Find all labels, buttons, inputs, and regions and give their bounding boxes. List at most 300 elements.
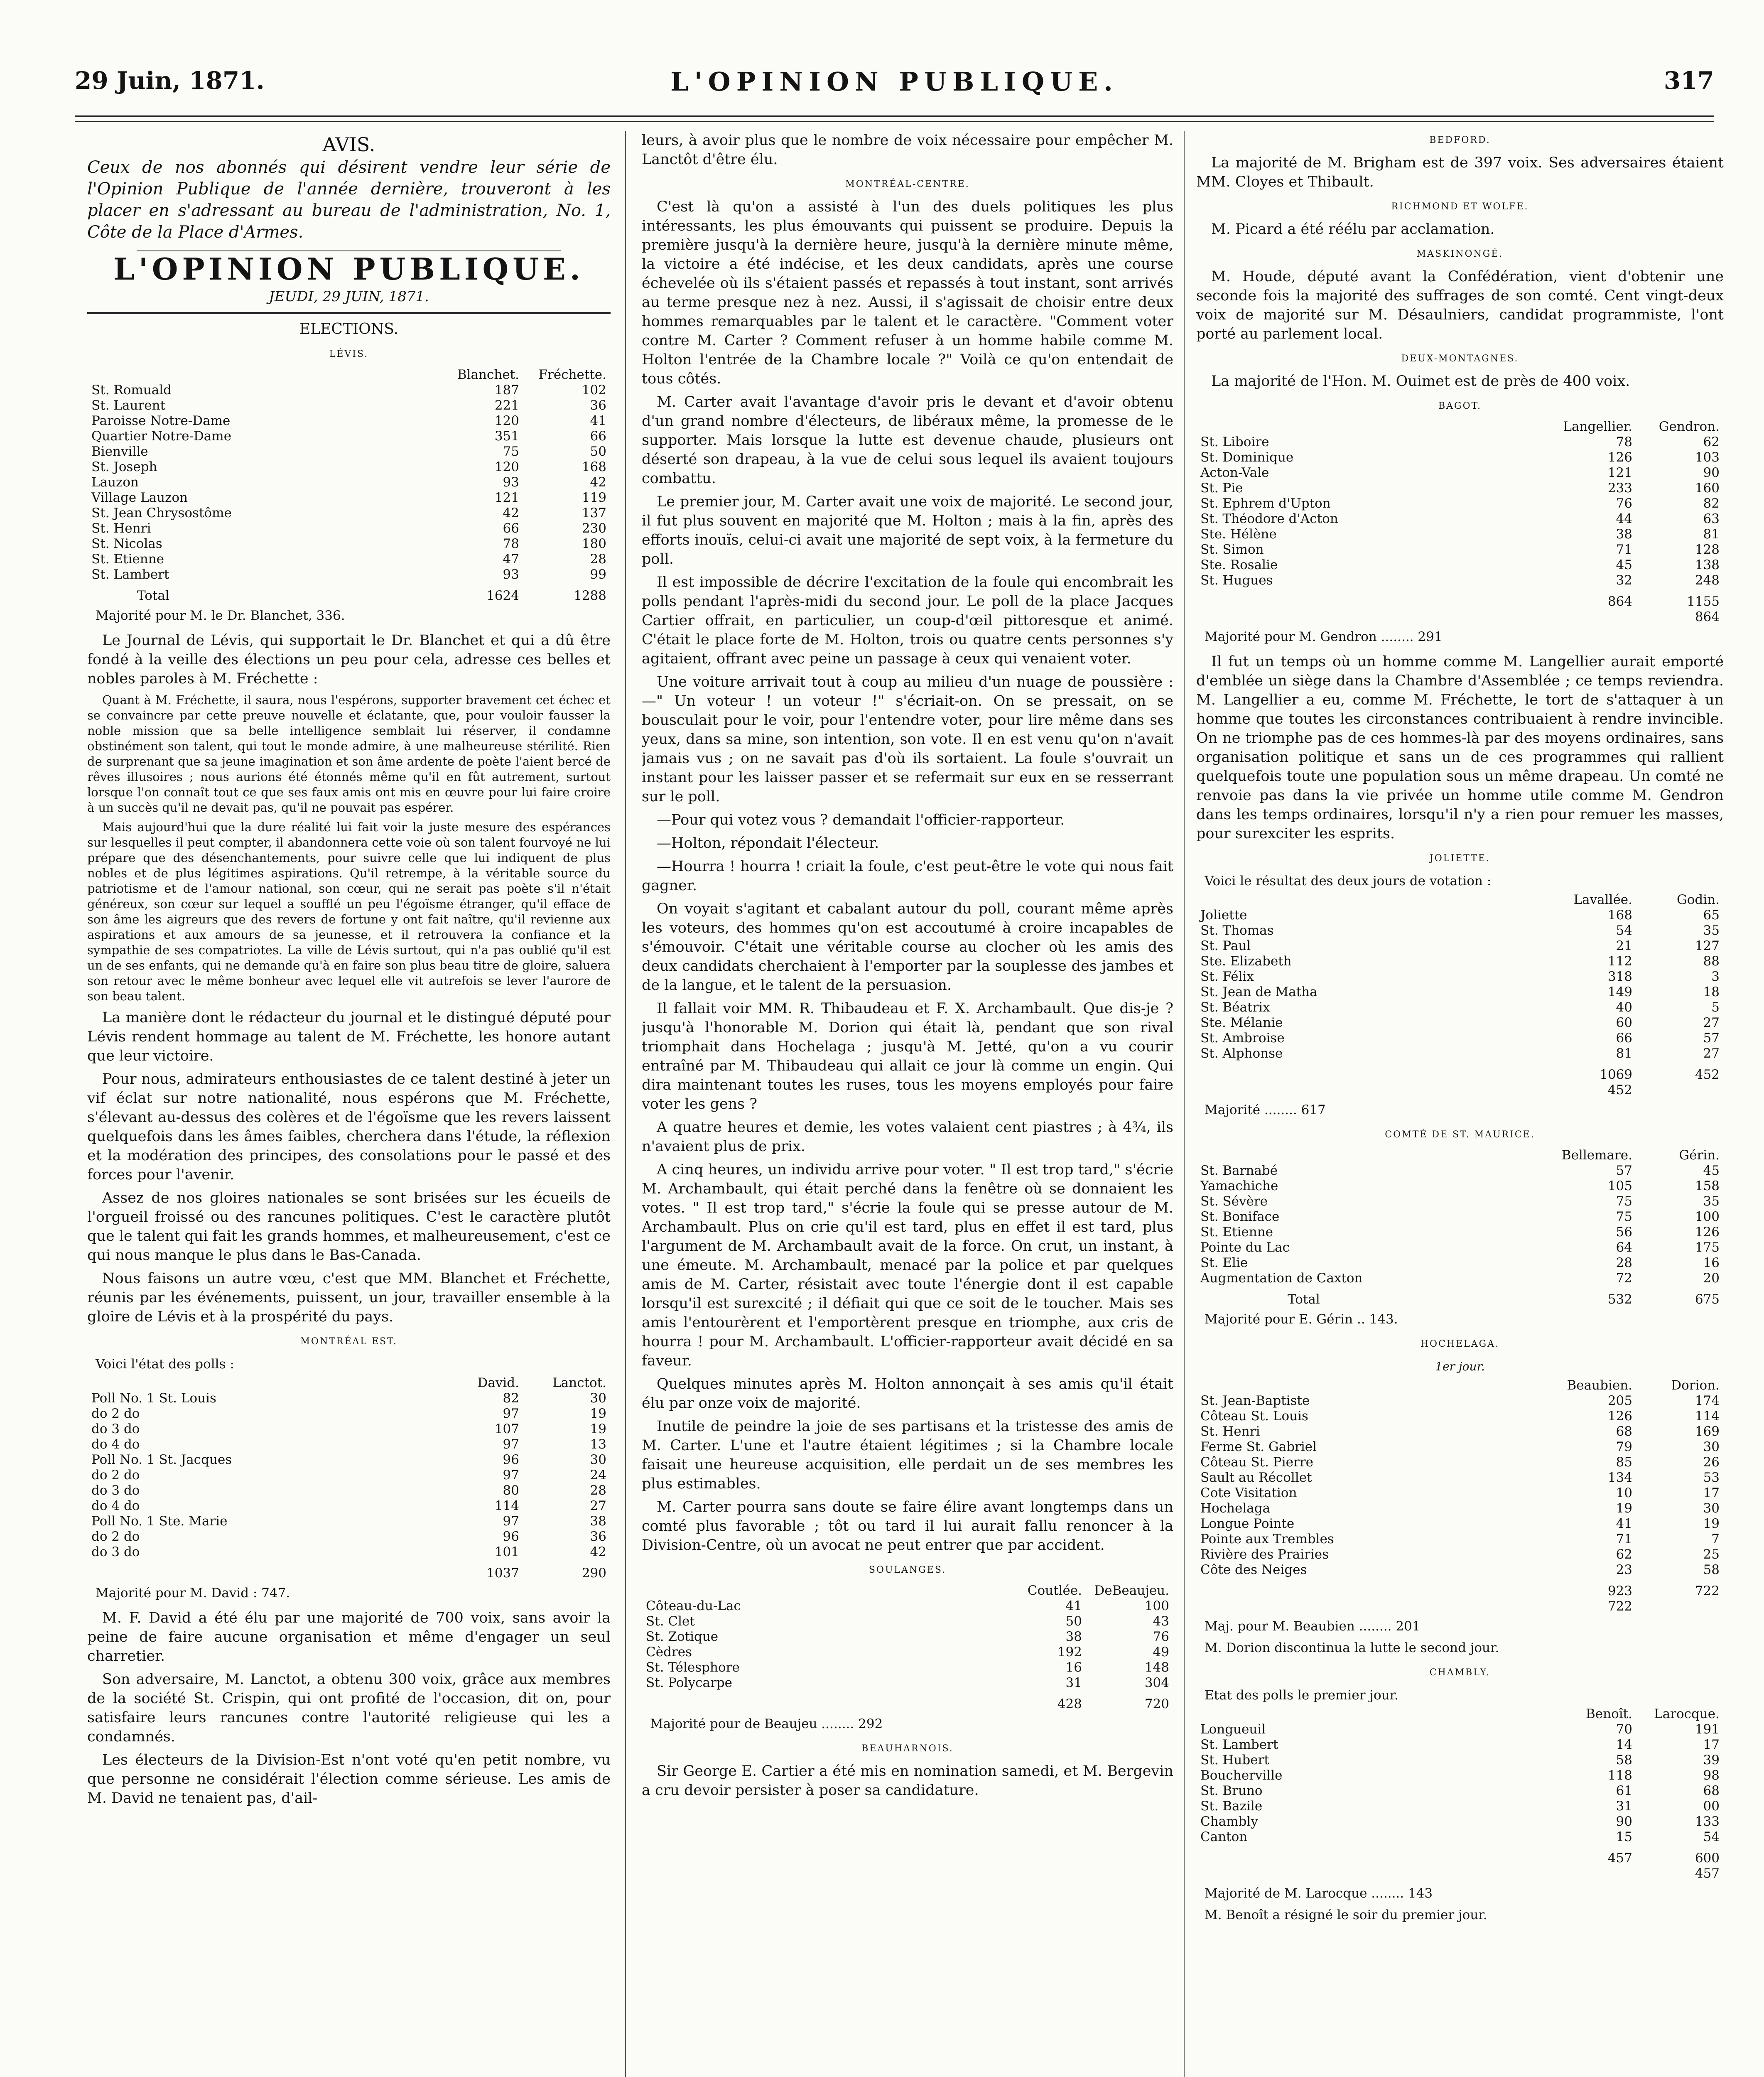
- table-header: Dorion.: [1671, 1378, 1720, 1393]
- table-row: [1196, 496, 1724, 511]
- table-row: [1196, 1194, 1724, 1209]
- row-value: 192: [1057, 1645, 1082, 1660]
- row-label: Ferme St. Gabriel: [1200, 1439, 1317, 1454]
- row-value: 32: [1616, 573, 1632, 588]
- row-value: 79: [1616, 1439, 1632, 1454]
- row-value: 160: [1695, 481, 1720, 496]
- row-label: do 2 do: [91, 1529, 140, 1544]
- row-value: 82: [503, 1391, 519, 1406]
- county-title-chambly: CHAMBLY.: [1429, 1667, 1491, 1678]
- results-table-bagot: [1196, 419, 1724, 625]
- row-value: 76: [1153, 1629, 1169, 1644]
- total-value: 1069: [1600, 1067, 1632, 1082]
- row-value: 71: [1616, 1532, 1632, 1547]
- table-row: [87, 413, 611, 429]
- row-value: 70: [1616, 1722, 1632, 1737]
- row-label: Augmentation de Caxton: [1200, 1271, 1363, 1286]
- results-table-soulanges: [642, 1583, 1173, 1712]
- table-row: [1196, 1000, 1724, 1015]
- table-row: [1196, 573, 1724, 588]
- row-value: 114: [1695, 1409, 1720, 1424]
- row-label: do 3 do: [91, 1421, 140, 1436]
- row-value: 31: [1616, 1799, 1632, 1814]
- paragraph: M. Carter pourra sans doute se faire élire avant longtemps dans un comté plus favorable ; tôt ou tard il lui aurait fallu renoncer à la Division-Centre, où un avocat ne peut entrer que par accident.: [642, 1499, 1173, 1554]
- majority-note: Majorité de M. Larocque ........ 143: [1205, 1886, 1433, 1901]
- table-row: [1196, 1046, 1724, 1061]
- table-row: [1196, 1799, 1724, 1814]
- row-value: 304: [1144, 1675, 1169, 1690]
- row-label: St. Romuald: [91, 383, 172, 398]
- table-row: [1196, 1271, 1724, 1286]
- row-value: 53: [1703, 1470, 1720, 1485]
- row-value: 64: [1616, 1240, 1632, 1255]
- row-label: St. Hugues: [1200, 573, 1273, 588]
- row-label: St. Ambroise: [1200, 1031, 1285, 1046]
- row-value: 42: [590, 1544, 606, 1559]
- row-label: Poll No. 1 St. Jacques: [91, 1452, 232, 1467]
- table-row: [1196, 1455, 1724, 1470]
- table-row: [642, 1675, 1173, 1691]
- row-label: St. Jean-Baptiste: [1200, 1393, 1310, 1408]
- row-value: 35: [1703, 1194, 1720, 1209]
- table-row: [1196, 1240, 1724, 1255]
- paragraph: On voyait s'agitant et cabalant autour du poll, courant même après les voteurs, des hommes qu'on est accoutumé à croire incapables de s'émouvoir. C'était une véritable course au clocher où les amis des deux candidats cherchaient à l'emporter par la souplesse des jambes et de la langue, et le talent de la persuasion.: [642, 901, 1173, 994]
- row-label: do 3 do: [91, 1483, 140, 1498]
- paragraph: Sir George E. Cartier a été mis en nomination samedi, et M. Bergevin a cru devoir persister à poser sa candidature.: [642, 1763, 1173, 1799]
- table-header: Larocque.: [1654, 1706, 1720, 1721]
- majority-note: Majorité pour E. Gérin .. 143.: [1205, 1312, 1398, 1327]
- row-value: 45: [1703, 1163, 1720, 1178]
- row-value: 127: [1695, 938, 1720, 953]
- row-value: 47: [503, 552, 519, 567]
- total-row: [1196, 609, 1724, 625]
- table-row: [87, 1406, 611, 1421]
- row-label: Cèdres: [646, 1645, 692, 1660]
- row-value: 180: [581, 536, 606, 551]
- row-value: 38: [1616, 527, 1632, 542]
- row-value: 138: [1695, 557, 1720, 572]
- total-row: [1196, 588, 1724, 609]
- row-value: 42: [590, 475, 606, 490]
- row-label: St. Elie: [1200, 1255, 1248, 1270]
- table-row: [1196, 527, 1724, 542]
- section-title: ELECTIONS.: [299, 321, 399, 338]
- row-value: 60: [1616, 1015, 1632, 1030]
- row-label: Chambly: [1200, 1814, 1258, 1829]
- row-value: 233: [1607, 481, 1632, 496]
- results-table-chambly: [1196, 1706, 1724, 1881]
- row-value: 66: [590, 429, 606, 444]
- row-value: 230: [581, 521, 606, 536]
- table-header: David.: [477, 1375, 519, 1390]
- row-value: 66: [503, 521, 519, 536]
- paragraph: Quelques minutes après M. Holton annonçait à ses amis qu'il était élu par onze voix de majorité.: [642, 1376, 1173, 1412]
- row-label: St. Télesphore: [646, 1660, 740, 1675]
- row-value: 27: [1703, 1015, 1720, 1030]
- row-value: 81: [1703, 527, 1720, 542]
- total-value: 452: [1607, 1083, 1632, 1097]
- paragraph: La majorité de M. Brigham est de 397 voix. Ses adversaires étaient MM. Cloyes et Thibault.: [1196, 155, 1724, 190]
- column-2: [642, 131, 1173, 2077]
- masthead: L'OPINION PUBLIQUE.: [113, 251, 584, 287]
- table-row: [1196, 1439, 1724, 1455]
- row-label: Joliette: [1200, 908, 1247, 923]
- avis-body: Ceux de nos abonnés qui désirent vendre leur série de l'Opinion Publique de l'année dernière, trouveront à les placer en s'adressant au bureau de l'administration, No. 1, Côte de la Place d'Armes.: [87, 158, 611, 242]
- total-row: [1196, 1845, 1724, 1866]
- paragraph: Le premier jour, M. Carter avait une voix de majorité. Le second jour, il fut plus souvent en majorité que M. Holton ; mais à la fin, après des efforts inouïs, celui-ci avait une majorité de sept voix, à la fermeture du poll.: [642, 493, 1173, 567]
- dateline: JEUDI, 29 JUIN, 1871.: [269, 288, 429, 305]
- row-label: do 4 do: [91, 1498, 140, 1513]
- table-row: [87, 1498, 611, 1514]
- table-header: Coutlée.: [1027, 1583, 1082, 1598]
- row-value: 75: [1616, 1209, 1632, 1224]
- table-row: [1196, 557, 1724, 573]
- divider: [87, 312, 611, 314]
- paragraph: Le Journal de Lévis, qui supportait le Dr. Blanchet et qui a dû être fondé à la veille des élections un peu pour cela, adresse ces belles et nobles paroles à M. Fréchette :: [87, 632, 611, 687]
- table-row: [1196, 1255, 1724, 1271]
- row-value: 71: [1616, 542, 1632, 557]
- paragraph: leurs, à avoir plus que le nombre de voix nécessaire pour empêcher M. Lanctôt d'être élu.: [642, 132, 1173, 168]
- row-value: 137: [581, 506, 606, 520]
- paragraph: Une voiture arrivait tout à coup au milieu d'un nuage de poussière :—" Un voteur ! un voteur !" s'écriait-on. On se pressait, on se bousculait pour le voir, pour l'entendre voter, pour lire même dans ses yeux, dans sa mine, son intention, son vote. Il en est venu qu'on n'avait jamais vus ; on ne savait pas d'où ils sortaient. La foule s'ouvrait un instant pour les laisser passer et se refermait sur eux en se resserrant sur le poll.: [642, 674, 1173, 805]
- row-value: 30: [590, 1391, 606, 1406]
- row-value: 41: [1616, 1516, 1632, 1531]
- page-header: [75, 66, 1714, 112]
- table-header: Fréchette.: [538, 367, 606, 382]
- row-label: St. Bazile: [1200, 1799, 1263, 1814]
- row-label: St. Lambert: [1200, 1737, 1278, 1752]
- row-value: 13: [590, 1437, 606, 1452]
- row-label: Ste. Elizabeth: [1200, 954, 1292, 969]
- row-value: 187: [494, 383, 519, 398]
- table-header: Beaubien.: [1567, 1378, 1632, 1393]
- row-label: Pointe aux Trembles: [1200, 1532, 1334, 1547]
- table-row: [87, 536, 611, 552]
- row-value: 99: [590, 567, 606, 582]
- table-row: [87, 521, 611, 536]
- row-value: 20: [1703, 1271, 1720, 1286]
- table-row: [1196, 1829, 1724, 1845]
- row-value: 169: [1695, 1424, 1720, 1439]
- row-value: 88: [1703, 954, 1720, 969]
- table-row: [87, 552, 611, 567]
- row-value: 205: [1607, 1393, 1632, 1408]
- paragraph: A cinq heures, un individu arrive pour voter. " Il est trop tard," s'écrie M. Archambault, qui était perché dans la fenêtre où se donnaient les votes. " Il est trop tard," s'écrie la foule qui se presse autour de M. Archambault. Plus on crie qu'il est tard, plus en effet il est tard, plus l'argument de M. Archambault avait de la force. On crut, un instant, à une émeute. M. Archambault, menacé par la police et par quelques amis de M. Carter, résistait avec toute l'énergie dont il est capable lorsqu'il est surexcité ; il défiait qui que ce soit de le toucher. Mais ses amis l'entourèrent et l'emportèrent presque en triomphe, aux cris de hourra ! pour M. Archambault. L'officier-rapporteur avait décidé en sa faveur.: [642, 1161, 1173, 1369]
- row-label: St. Paul: [1200, 938, 1251, 953]
- row-value: 39: [1703, 1753, 1720, 1768]
- row-value: 41: [1065, 1598, 1082, 1613]
- row-value: 97: [503, 1406, 519, 1421]
- total-row: [1196, 1578, 1724, 1599]
- total-value: 722: [1607, 1599, 1632, 1614]
- county-title-montreal-est: MONTRÉAL EST.: [300, 1336, 397, 1347]
- row-value: 62: [1616, 1547, 1632, 1562]
- row-value: 54: [1616, 923, 1632, 938]
- row-value: 23: [1616, 1562, 1632, 1577]
- row-value: 97: [503, 1514, 519, 1529]
- row-value: 66: [1616, 1031, 1632, 1046]
- row-value: 248: [1695, 573, 1720, 588]
- row-value: 30: [1703, 1439, 1720, 1454]
- row-label: St. Etienne: [91, 552, 164, 567]
- total-value: 290: [581, 1566, 606, 1581]
- row-value: 126: [1607, 450, 1632, 465]
- row-label: Ste. Mélanie: [1200, 1015, 1283, 1030]
- column-1: [87, 131, 611, 2077]
- county-title-deux-montagnes: DEUX-MONTAGNES.: [1401, 354, 1519, 364]
- table-row: [87, 490, 611, 506]
- row-label: St. Laurent: [91, 398, 166, 413]
- row-value: 58: [1616, 1753, 1632, 1768]
- row-value: 18: [1703, 984, 1720, 999]
- row-value: 36: [590, 398, 606, 413]
- row-value: 19: [1616, 1501, 1632, 1516]
- table-row: [1196, 1485, 1724, 1501]
- paragraph: Il fut un temps où un homme comme M. Langellier aurait emporté d'emblée un siège dans la Chambre d'Assemblée ; ce temps reviendra. M. Langellier a eu, comme M. Fréchette, le tort de s'attaquer à un homme que toutes les circonstances contribuaient à rendre invincible. On ne triomphe pas de ces hommes-là par des moyens ordinaires, sans organisation politique et sans un de ces programmes qui rallient quelquefois toute une population sous un même drapeau. Un comté ne renvoie pas dans la vie privée un homme utile comme M. Gendron dans les temps ordinaires, lorsqu'il n'y a rien pour remuer les masses, pour surexciter les esprits.: [1196, 653, 1724, 842]
- table-row: [1196, 1737, 1724, 1753]
- table-row: [642, 1614, 1173, 1629]
- row-value: 24: [590, 1468, 606, 1483]
- table-row: [1196, 542, 1724, 557]
- table-intro: Etat des polls le premier jour.: [1205, 1688, 1398, 1703]
- header-title: L'OPINION PUBLIQUE.: [670, 66, 1119, 97]
- county-title-maskinonge: MASKINONGÉ.: [1416, 249, 1504, 259]
- row-value: 49: [1153, 1645, 1169, 1660]
- row-value: 107: [494, 1421, 519, 1436]
- row-value: 351: [494, 429, 519, 444]
- row-value: 44: [1616, 511, 1632, 526]
- row-label: St. Pie: [1200, 481, 1243, 496]
- row-value: 15: [1616, 1829, 1632, 1844]
- table-row: [1196, 511, 1724, 527]
- row-label: Yamachiche: [1200, 1178, 1278, 1193]
- row-value: 27: [1703, 1046, 1720, 1061]
- county-title-richmond: RICHMOND ET WOLFE.: [1391, 201, 1529, 212]
- majority-note: Majorité pour M. David : 747.: [96, 1586, 290, 1601]
- row-value: 30: [1703, 1501, 1720, 1516]
- total-value: 428: [1057, 1696, 1082, 1711]
- row-label: St. Nicolas: [91, 536, 162, 551]
- row-value: 100: [1144, 1598, 1169, 1613]
- row-value: 98: [1703, 1768, 1720, 1783]
- total-value: 1288: [574, 588, 606, 603]
- total-value: 675: [1695, 1292, 1720, 1307]
- row-value: 28: [590, 1483, 606, 1498]
- row-value: 57: [1703, 1031, 1720, 1046]
- row-value: 105: [1607, 1178, 1632, 1193]
- row-label: Pointe du Lac: [1200, 1240, 1290, 1255]
- total-value: 457: [1695, 1866, 1720, 1881]
- total-row: [1196, 1866, 1724, 1881]
- column-divider: [1184, 131, 1185, 2077]
- row-value: 68: [1703, 1783, 1720, 1798]
- row-value: 149: [1607, 984, 1632, 999]
- row-value: 175: [1695, 1240, 1720, 1255]
- paragraph: M. Picard a été réélu par acclamation.: [1211, 221, 1495, 238]
- row-value: 50: [590, 444, 606, 459]
- table-row: [87, 1421, 611, 1437]
- table-row: [1196, 984, 1724, 1000]
- table-header: Gendron.: [1659, 419, 1720, 434]
- table-row: [1196, 938, 1724, 954]
- table-row: [1196, 1722, 1724, 1737]
- paragraph: —Hourra ! hourra ! criait la foule, c'est peut-être le vote qui nous fait gagner.: [642, 858, 1173, 894]
- table-row: [1196, 1532, 1724, 1547]
- quotation: Quant à M. Fréchette, il saura, nous l'espérons, supporter bravement cet échec et se convaincre par cette preuve nouvelle et éclatante, que, pour vouloir fausser la noble mission que sa belle intelligence semblait lui réserver, il condamne obstinément son talent, qui tout le monde admire, à une malheureuse stérilité. Rien de surprenant que sa jeune imagination et son âme ardente de poète l'aient bercé de rêves illusoires ; nous aurions été étonnés même qu'il en fût autrement, surtout lorsque l'on connaît tout ce que ses faux amis ont mis en œuvre pour lui faire croire à un succès qu'il ne devait pas, qu'il ne pouvait pas espérer.: [87, 693, 611, 815]
- row-label: Longueuil: [1200, 1722, 1266, 1737]
- row-label: St. Alphonse: [1200, 1046, 1283, 1061]
- row-value: 96: [503, 1529, 519, 1544]
- table-row: [1196, 908, 1724, 923]
- row-label: St. Thomas: [1200, 923, 1274, 938]
- row-label: St. Dominique: [1200, 450, 1294, 465]
- row-label: St. Barnabé: [1200, 1163, 1278, 1178]
- row-label: do 2 do: [91, 1468, 140, 1483]
- row-value: 75: [503, 444, 519, 459]
- row-value: 65: [1703, 908, 1720, 923]
- row-value: 17: [1703, 1485, 1720, 1500]
- row-value: 31: [1065, 1675, 1082, 1690]
- table-row: [87, 1483, 611, 1498]
- table-header: DeBeaujeu.: [1094, 1583, 1169, 1598]
- table-row: [87, 567, 611, 582]
- row-value: 75: [1616, 1194, 1632, 1209]
- row-value: 97: [503, 1437, 519, 1452]
- total-label: Total: [1288, 1292, 1320, 1307]
- row-value: 27: [590, 1498, 606, 1513]
- table-row: [87, 444, 611, 459]
- row-value: 118: [1607, 1768, 1632, 1783]
- table-row: [1196, 1163, 1724, 1178]
- table-row: [642, 1660, 1173, 1675]
- row-value: 102: [581, 383, 606, 398]
- row-value: 5: [1711, 1000, 1720, 1015]
- total-value: 532: [1607, 1292, 1632, 1307]
- row-value: 42: [503, 506, 519, 520]
- column-3: [1196, 131, 1724, 2077]
- total-row: [1196, 1599, 1724, 1614]
- county-title-montreal-centre: MONTRÉAL-CENTRE.: [845, 179, 970, 189]
- header-rule-thin: [75, 121, 1714, 122]
- results-table-hochelaga: [1196, 1378, 1724, 1614]
- row-label: St. Jean de Matha: [1200, 984, 1317, 999]
- county-title-hochelaga: HOCHELAGA.: [1420, 1339, 1500, 1349]
- paragraph: La majorité de l'Hon. M. Ouimet est de près de 400 voix.: [1211, 373, 1630, 390]
- table-header: Langellier.: [1563, 419, 1632, 434]
- row-value: 90: [1616, 1814, 1632, 1829]
- row-value: 174: [1695, 1393, 1720, 1408]
- row-value: 100: [1695, 1209, 1720, 1224]
- row-label: St. Joseph: [91, 459, 157, 474]
- row-value: 3: [1711, 969, 1720, 984]
- table-subtitle: 1er jour.: [1435, 1360, 1485, 1373]
- table-header: Gérin.: [1679, 1148, 1720, 1163]
- row-value: 36: [590, 1529, 606, 1544]
- quotation: Mais aujourd'hui que la dure réalité lui fait voir la juste mesure des espérances sur lesquelles il peut compter, il abandonnera cette voie où son talent fourvoyé ne lui prépare que des désenchantements, pour suivre celle que lui indiquent de plus nobles et de plus légitimes aspirations. Qu'il retrempe, à la véritable source du patriotisme et de l'amour national, son cœur, qui ne serait pas poète s'il n'était généreux, son cœur sur lequel a soufflé un peu l'égoïsme étranger, qu'il efface de son âme les aigreurs que des revers de fortune y ont fait naître, qu'il revienne aux aspirations et aux amours de sa jeunesse, et il retrouvera la confiance et la sympathie de ses compatriotes. La ville de Lévis surtout, qui n'a pas oublié qu'il est un de ses enfants, qui ne demande qu'à en faire son plus beau titre de gloire, saluera son retour avec le même bonheur avec lequel elle vit autrefois se lever l'aurore de son beau talent.: [87, 820, 611, 1003]
- row-value: 38: [590, 1514, 606, 1529]
- row-label: Canton: [1200, 1829, 1248, 1844]
- table-row: [1196, 1753, 1724, 1768]
- row-label: Longue Pointe: [1200, 1516, 1295, 1531]
- table-row: [1196, 1209, 1724, 1225]
- row-value: 112: [1607, 954, 1632, 969]
- table-row: [1196, 1409, 1724, 1424]
- row-value: 40: [1616, 1000, 1632, 1015]
- county-title-bedford: BEDFORD.: [1429, 135, 1491, 145]
- paragraph: Nous faisons un autre vœu, c'est que MM. Blanchet et Fréchette, réunis par les événements, puissent, un jour, travailler ensemble à la gloire de Lévis et à la prospérité du pays.: [87, 1270, 611, 1325]
- row-value: 191: [1695, 1722, 1720, 1737]
- header-rule: [75, 115, 1714, 117]
- table-row: [1196, 1015, 1724, 1031]
- total-row: [1196, 1083, 1724, 1098]
- row-label: Ste. Hélène: [1200, 527, 1277, 542]
- total-value: 457: [1607, 1851, 1632, 1866]
- table-row: [87, 506, 611, 521]
- row-value: 72: [1616, 1271, 1632, 1286]
- row-value: 168: [1607, 908, 1632, 923]
- row-label: Poll No. 1 Ste. Marie: [91, 1514, 228, 1529]
- paragraph: —Pour qui votez vous ? demandait l'officier-rapporteur.: [657, 812, 1065, 828]
- row-value: 121: [1607, 465, 1632, 480]
- table-row: [87, 429, 611, 444]
- table-row: [1196, 1225, 1724, 1240]
- table-row: [1196, 481, 1724, 496]
- row-label: St. Henri: [91, 521, 151, 536]
- table-row: [642, 1645, 1173, 1660]
- table-row: [87, 1529, 611, 1544]
- row-value: 17: [1703, 1737, 1720, 1752]
- table-row: [87, 475, 611, 490]
- row-label: Quartier Notre-Dame: [91, 429, 232, 444]
- paragraph: A quatre heures et demie, les votes valaient cent piastres ; à 4¾, ils n'avaient plus de prix.: [642, 1119, 1173, 1155]
- row-value: 93: [503, 475, 519, 490]
- county-title-beauharnois: BEAUHARNOIS.: [861, 1743, 954, 1754]
- row-label: St. Lambert: [91, 567, 169, 582]
- table-row: [1196, 954, 1724, 969]
- row-value: 10: [1616, 1485, 1632, 1500]
- table-row: [1196, 1562, 1724, 1578]
- row-value: 54: [1703, 1829, 1720, 1844]
- row-label: St. Liboire: [1200, 435, 1269, 449]
- table-row: [87, 383, 611, 398]
- total-row: [87, 582, 611, 604]
- row-value: 19: [590, 1421, 606, 1436]
- table-header: Bellemare.: [1561, 1148, 1632, 1163]
- row-label: Cote Visitation: [1200, 1485, 1297, 1500]
- row-label: St. Béatrix: [1200, 1000, 1270, 1015]
- row-value: 90: [1703, 465, 1720, 480]
- county-title-soulanges: SOULANGES.: [869, 1565, 947, 1575]
- results-table-levis: [87, 367, 611, 604]
- row-value: 133: [1695, 1814, 1720, 1829]
- row-value: 128: [1695, 542, 1720, 557]
- row-value: 81: [1616, 1046, 1632, 1061]
- table-row: [1196, 1424, 1724, 1439]
- row-value: 318: [1607, 969, 1632, 984]
- row-value: 21: [1616, 938, 1632, 953]
- table-header: Benoît.: [1586, 1706, 1632, 1721]
- row-label: St. Hubert: [1200, 1753, 1269, 1768]
- county-title-bagot: BAGOT.: [1438, 401, 1482, 411]
- row-value: 96: [503, 1452, 519, 1467]
- table-row: [1196, 1768, 1724, 1783]
- total-value: 1155: [1687, 594, 1720, 609]
- row-label: St. Théodore d'Acton: [1200, 511, 1338, 526]
- paragraph: Il est impossible de décrire l'excitation de la foule qui encombrait les polls pendant l'après-midi du second jour. Le poll de la place Jacques Cartier offrait, en particulier, un coup-d'œil pittoresque et animé. C'était le place forte de M. Holton, trois ou quatre cents personnes s'y agitaient, offrant avec peine un passage à ceux qui venaient voter.: [642, 574, 1173, 667]
- table-row: [87, 398, 611, 413]
- row-value: 126: [1695, 1225, 1720, 1240]
- row-label: Sault au Récollet: [1200, 1470, 1312, 1485]
